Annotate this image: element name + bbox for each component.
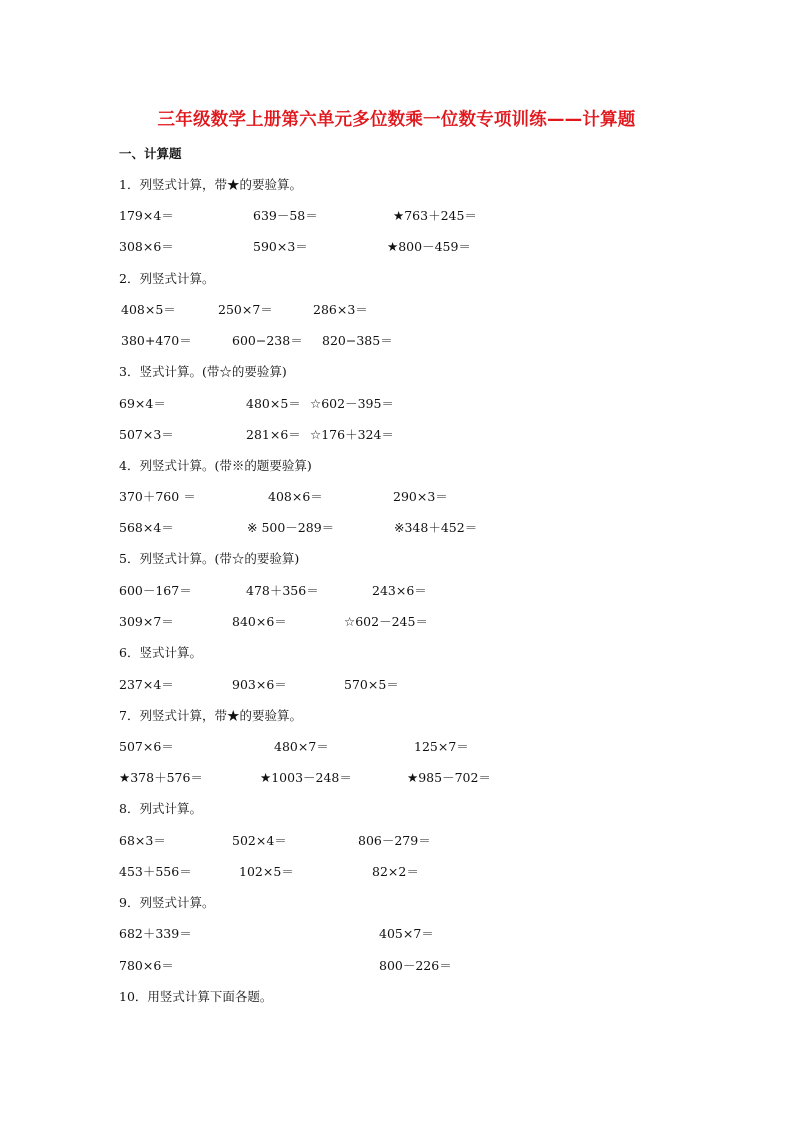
calculation-item: 237×4＝: [119, 677, 174, 692]
calculation-item: 480×7＝: [274, 739, 329, 754]
calculation-item: 453＋556＝: [119, 864, 192, 879]
question-label: 7．列竖式计算，带★的要验算。: [119, 708, 302, 723]
calculation-item: 370＋760 ＝: [119, 489, 196, 504]
calculation-item: 69×4＝: [119, 396, 166, 411]
calculation-item: 286×3＝: [313, 302, 368, 317]
calculation-item: 478＋356＝: [246, 583, 319, 598]
calculation-item: 125×7＝: [414, 739, 469, 754]
calculation-item: 179×4＝: [119, 208, 174, 223]
calculation-item: ☆602－395＝: [310, 396, 394, 411]
calculation-item: 405×7＝: [379, 926, 434, 941]
calculation-item: 570×5＝: [344, 677, 399, 692]
question-label: 3．竖式计算。(带☆的要验算): [119, 364, 287, 379]
question-label: 5．列竖式计算。(带☆的要验算): [119, 551, 300, 566]
calculation-item: 780×6＝: [119, 958, 174, 973]
section-heading: 一、计算题: [119, 146, 182, 161]
question-label: 9．列竖式计算。: [119, 895, 215, 910]
calculation-item: ☆176＋324＝: [310, 427, 394, 442]
calculation-item: 568×4＝: [119, 520, 174, 535]
calculation-item: 806－279＝: [358, 833, 431, 848]
calculation-item: 308×6＝: [119, 239, 174, 254]
question-label: 4．列竖式计算。(带※的题要验算): [119, 458, 312, 473]
question-label: 10．用竖式计算下面各题。: [119, 989, 273, 1004]
calculation-item: ★378＋576＝: [119, 770, 203, 785]
question-label: 8．列式计算。: [119, 801, 202, 816]
calculation-item: 590×3＝: [253, 239, 308, 254]
calculation-item: 250×7＝: [218, 302, 273, 317]
calculation-item: ※348＋452＝: [394, 520, 478, 535]
calculation-item: 309×7＝: [119, 614, 174, 629]
calculation-item: 840×6＝: [232, 614, 287, 629]
calculation-item: ★763＋245＝: [393, 208, 477, 223]
document-title: 三年级数学上册第六单元多位数乘一位数专项训练——计算题: [157, 110, 636, 130]
calculation-item: 102×5＝: [239, 864, 294, 879]
calculation-item: 380+470＝: [121, 333, 192, 348]
calculation-item: 82×2＝: [372, 864, 419, 879]
calculation-item: ★1003－248＝: [260, 770, 352, 785]
calculation-item: 68×3＝: [119, 833, 166, 848]
calculation-item: 600−238＝: [232, 333, 303, 348]
calculation-item: 408×5＝: [121, 302, 176, 317]
calculation-item: ★800－459＝: [387, 239, 471, 254]
calculation-item: 507×6＝: [119, 739, 174, 754]
calculation-item: 639－58＝: [253, 208, 318, 223]
calculation-item: 903×6＝: [232, 677, 287, 692]
question-label: 1．列竖式计算，带★的要验算。: [119, 177, 302, 192]
calculation-item: 408×6＝: [268, 489, 323, 504]
calculation-item: 502×4＝: [232, 833, 287, 848]
calculation-item: 281×6＝: [246, 427, 301, 442]
question-label: 2．列竖式计算。: [119, 271, 215, 286]
calculation-item: 600－167＝: [119, 583, 192, 598]
calculation-item: 290×3＝: [393, 489, 448, 504]
calculation-item: 820−385＝: [322, 333, 393, 348]
calculation-item: ★985－702＝: [407, 770, 491, 785]
question-label: 6．竖式计算。: [119, 645, 202, 660]
calculation-item: ☆602－245＝: [344, 614, 428, 629]
calculation-item: 682＋339＝: [119, 926, 192, 941]
calculation-item: 800－226＝: [379, 958, 452, 973]
calculation-item: ※ 500－289＝: [247, 520, 335, 535]
calculation-item: 507×3＝: [119, 427, 174, 442]
calculation-item: 243×6＝: [372, 583, 427, 598]
calculation-item: 480×5＝: [246, 396, 301, 411]
